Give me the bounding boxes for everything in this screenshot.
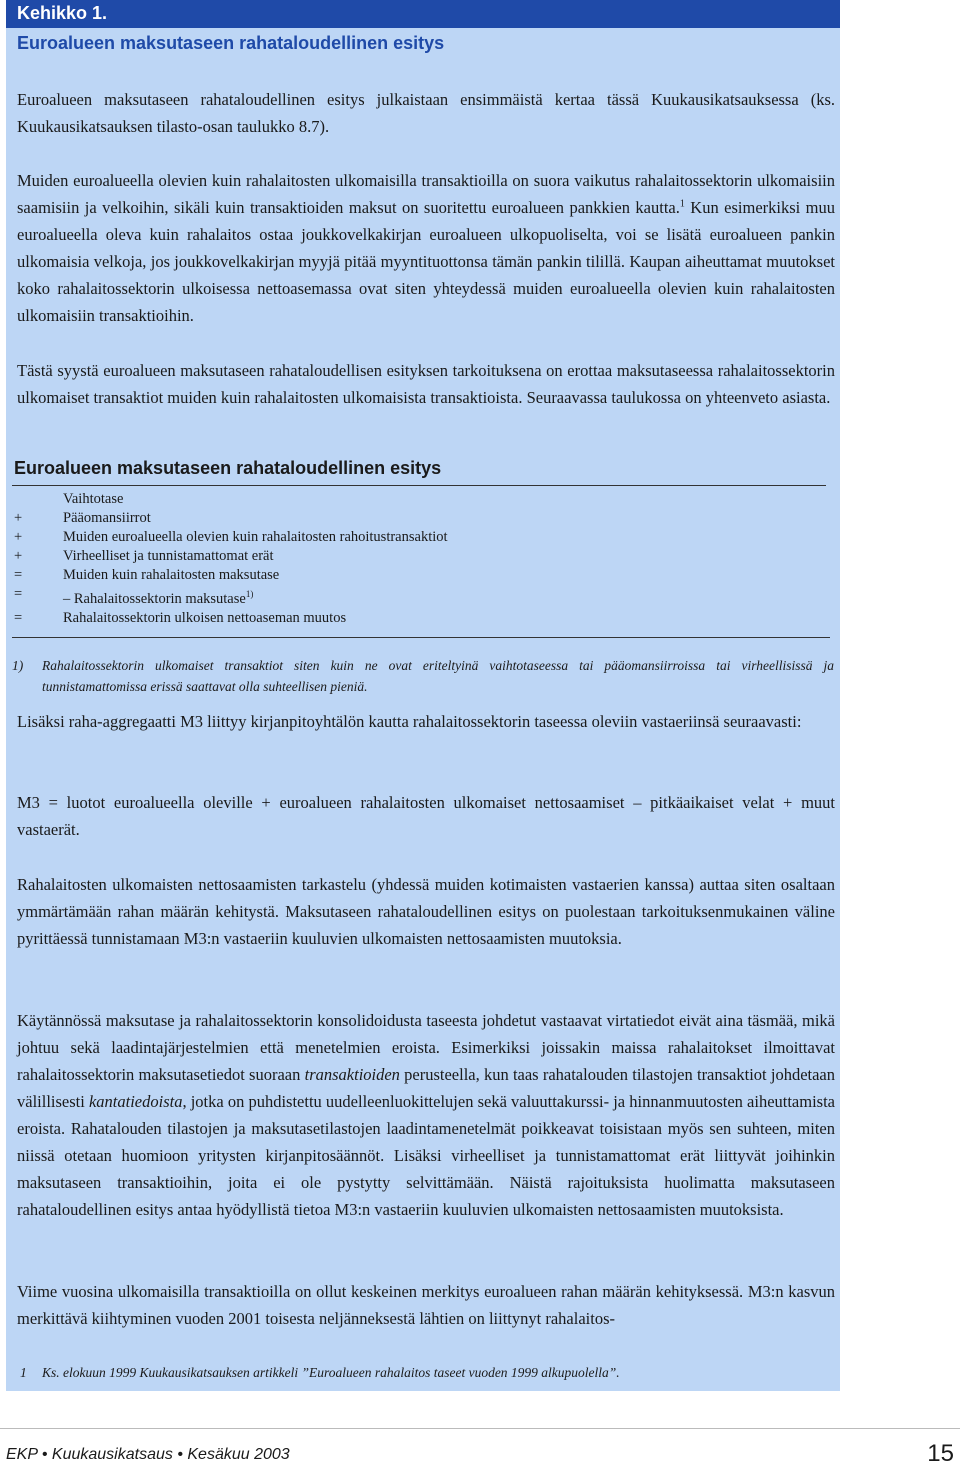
table-top-rule bbox=[12, 485, 826, 486]
footer-rule bbox=[0, 1428, 960, 1429]
footnote: 1 Ks. elokuun 1999 Kuukausikatsauksen artikkeli ”Euroalueen rahalaitos taseet vuoden 1999 alkupuolella”. bbox=[20, 1365, 620, 1380]
paragraph-purpose: Tästä syystä euroalueen maksutaseen rahataloudellisen esityksen tarkoituksena on erottaa maksutaseessa rahalaitossektorin ulkomaiset transaktiot muiden kuin rahalaitosten ulkomaisista transaktioista. Seuraavassa taulukossa on yhteenveto asiasta. bbox=[17, 361, 835, 407]
paragraph-m3-intro: Lisäksi raha-aggregaatti M3 liittyy kirjanpitoyhtälön kautta rahalaitossektorin taseessa oleviin vastaeriinsä seuraavasti: bbox=[17, 712, 802, 731]
paragraph-transactions: Muiden euroalueella olevien kuin rahalaitosten ulkomaisilla transaktioilla on suora vaikutus rahalaitossektorin ulkomaisiin saamisiin ja velkoihin, sikäli kuin transaktioiden maksut on suoritettu euroalueen pankkien kautta.$^1$ Kun esimerkiksi muu euroalueella oleva kuin rahalaitos ostaa joukkovelkakirjan euroalueen ulkopuoliselta, voi se lisätä euroalueen pankin ulkomaisia velkoja, jos joukkovelkakirjan myyjä pitää myyntituottonsa tämän pankin tilillä. Kaupan aiheuttamat muutokset koko rahalaitossektorin ulkoisessa nettoasemassa ovat siten yhteydessä muiden euroalueella olevien kuin rahalaitosten ulkomaisiin transaktioihin. bbox=[17, 171, 835, 325]
footnote-ref: 1 bbox=[679, 198, 685, 210]
paragraph-net-assets: Rahalaitosten ulkomaisten nettosaamisten tarkastelu (yhdessä muiden kotimaisten vastaerien kanssa) auttaa siten osaltaan ymmärtämään rahan määrän kehitystä. Maksutaseen rahataloudellinen esitys on puolestaan tarkoituksenmukainen väline pyrittäessä tunnistamaan M3:n vastaeriin kuuluvien ulkomaisten nettosaamisten muutoksia. bbox=[17, 875, 835, 948]
table-bottom-rule bbox=[12, 637, 830, 638]
paragraph-recent-years: Viime vuosina ulkomaisilla transaktioilla on ollut keskeinen merkitys euroalueen rahan määrän kehityksessä. M3:n kasvun merkittävä kiihtyminen vuoden 2001 toisesta neljänneksestä lähtien on liittynyt rahalaitos- bbox=[17, 1282, 835, 1328]
footer-publication: EKP • Kuukausikatsaus • Kesäkuu 2003 bbox=[6, 1446, 290, 1463]
box-header-bar bbox=[6, 0, 840, 28]
box-title: Euroalueen maksutaseen rahataloudellinen esitys bbox=[17, 33, 445, 53]
paragraph-m3-equation: M3 = luotot euroalueella oleville + euroalueen rahalaitosten ulkomaiset nettosaamiset – pitkäaikaiset velat + muut vastaerät. bbox=[17, 793, 835, 839]
box-label: Kehikko 1. bbox=[17, 3, 108, 23]
page-number: 15 bbox=[927, 1440, 954, 1467]
table-note: 1) Rahalaitossektorin ulkomaiset transaktiot siten kuin ne ovat eriteltyinä vaihtotaseessa tai pääomansiirroissa tai virheellisissä ja tunnistamattomissa erissä saattavat olla suhteellisen pieniä. bbox=[12, 658, 834, 694]
paragraph-intro: Euroalueen maksutaseen rahataloudellinen esitys julkaistaan ensimmäistä kertaa tässä Kuukausikatsauksessa (ks. Kuukausikatsauksen tilasto-osan taulukko 8.7). bbox=[17, 90, 835, 136]
paragraph-practice: Käytännössä maksutase ja rahalaitossektorin konsolidoidusta taseesta johdetut vastaavat virtatiedot eivät aina täsmää, mikä johtuu sekä laadintajärjestelmien että menetelmien eroista. Esimerkiksi joissakin maissa rahalaitokset ilmoittavat rahalaitossektorin maksutasetiedot suoraan transaktioiden perusteella, kun taas rahatalouden tilastojen transaktiot johdetaan välillisesti kantatiedoista, jotka on puhdistettu uudelleenluokittelujen sekä valuuttakurssi- ja hinnanmuutosten aiheuttamista eroista. Rahatalouden tilastojen ja maksutasetilastojen laadintamenetelmät poikkeavat toisistaan myös sen suhteen, miten niissä otetaan huomioon yritysten kirjanpitosäännöt. Lisäksi virheelliset ja tunnistamattomat erät liittyvät joihinkin maksutaseen transaktioihin, joita ei ole pystytty selvittämään. Näistä rajoituksista huolimatta maksutaseen rahataloudellinen esitys antaa hyödyllistä tietoa M3:n vastaeriin kuuluvien ulkomaisten nettosaamisten muutoksista. bbox=[17, 1011, 836, 1219]
table-title: Euroalueen maksutaseen rahataloudellinen esitys bbox=[14, 458, 442, 478]
